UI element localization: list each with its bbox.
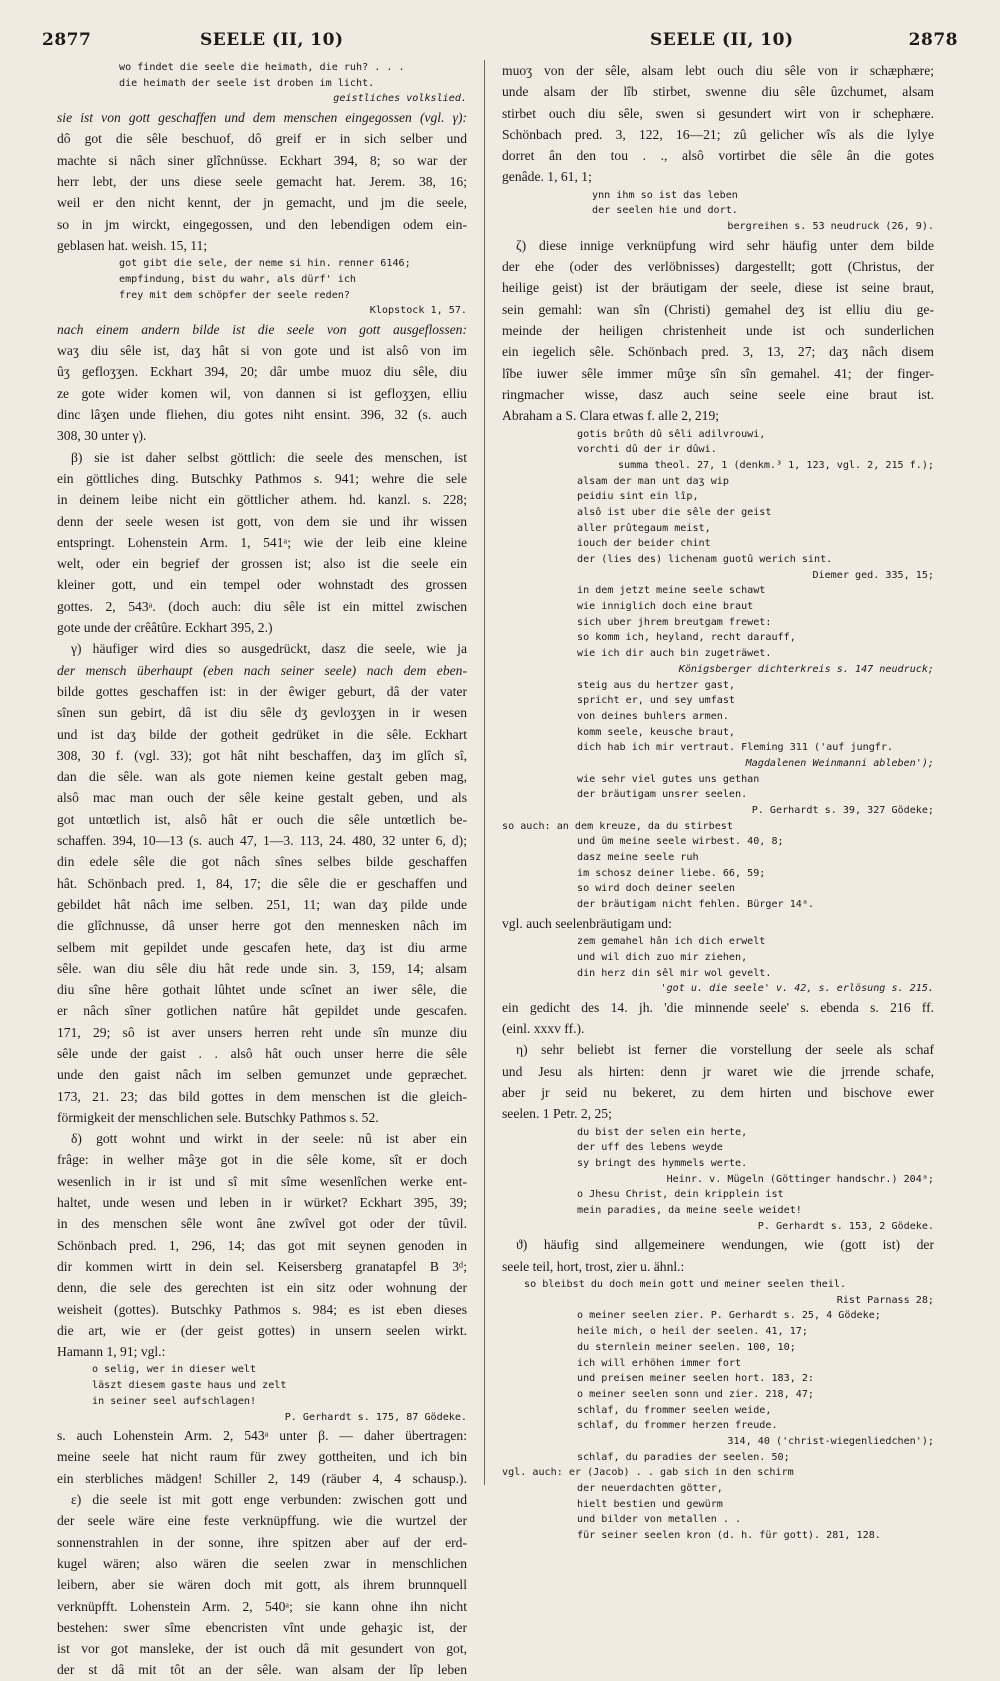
quotation-line: iouch der beider chint <box>577 538 711 550</box>
quotation-line: schlaf, du frommer herzen freude. <box>577 1420 778 1432</box>
text-line: dan die sêle. wan als gote niemen keine gestalt geben mag, <box>57 769 467 785</box>
quotation-line: alsam der man unt daʒ wip <box>577 475 729 487</box>
quotation-line: o meiner seelen sonn und zier. 218, 47; <box>577 1388 815 1400</box>
text-line: ist vor got mansleke, der ist ouch dâ mit gesundert von got, <box>57 1641 467 1657</box>
text-line: seele teil, hort, trost, zier u. ähnl.: <box>502 1258 685 1274</box>
quotation-line: P. Gerhardt s. 175, 87 Gödeke. <box>284 1411 467 1423</box>
quotation-line: der (lies des) lichenam guotû werich sint. <box>577 554 833 566</box>
quotation-line: 'got u. die seele' v. 42, s. erlösung s. 215. <box>660 983 934 995</box>
quotation-line: mein paradies, da meine seele weidet! <box>577 1205 802 1217</box>
quotation-line: o meiner seelen zier. P. Gerhardt s. 25, 4 Gödeke; <box>577 1310 881 1322</box>
quotation-line: Königsberger dichterkreis s. 147 neudruck; <box>678 663 934 675</box>
quotation-line: so bleibst du doch mein gott und meiner seelen theil. <box>524 1279 847 1291</box>
text-line: δ) gott wohnt und wirkt in der seele: nû ist aber ein <box>71 1131 467 1147</box>
quotation-line: der neuerdachten götter, <box>577 1483 723 1494</box>
text-line: wesenlich in ir ist und sî mit sîme wesenlîchen werke ent- <box>57 1173 467 1189</box>
page-number-left: 2877 <box>42 30 92 50</box>
page-number-right: 2878 <box>908 30 958 50</box>
quotation-line: und bilder von metallen . . <box>577 1514 742 1526</box>
quotation-line: Rist Parnass 28; <box>836 1294 934 1306</box>
text-line: ε) die seele ist mit gott enge verbunden: zwischen gott und <box>71 1492 467 1508</box>
quotation-line: 314, 40 ('christ-wiegenliedchen'); <box>727 1435 934 1447</box>
text-line: frâge: in welher mâʒe got in die sêle kome, sît er doch <box>57 1152 467 1168</box>
text-line: dinc lâʒen unde fliehen, diu gotes niht ensint. 396, 32 (s. auch <box>57 407 467 423</box>
text-line: verknüpfft. Lohenstein Arm. 2, 540ᵃ; sie kann ohne ihn nicht <box>57 1598 467 1614</box>
text-line: genâde. 1, 61, 1; <box>502 169 592 185</box>
quotation-line: got gibt die sele, der neme si hin. renner 6146; <box>119 258 411 270</box>
quotation-line: läszt diesem gaste haus und zelt <box>92 1380 287 1392</box>
quotation-line: wo findet die seele die heimath, die ruh? . . . <box>119 62 405 73</box>
text-line: sînen sun gebirt, dâ ist diu sêle dʒ gevloʒʒen in ir wesen <box>57 705 467 721</box>
quotation-line: für seiner seelen kron (d. h. für gott). 281, 128. <box>577 1530 881 1542</box>
quotation-line: in seiner seel aufschlagen! <box>92 1395 257 1407</box>
quotation-line: und wil dich zuo mir ziehen, <box>577 951 748 963</box>
quotation-line: summa theol. 27, 1 (denkm.³ 1, 123, vgl. 2, 215 f.); <box>617 459 934 471</box>
quotation-line: P. Gerhardt s. 153, 2 Gödeke. <box>757 1220 934 1232</box>
quotation-line: im schosz deiner liebe. 66, 59; <box>577 867 766 879</box>
text-line: Schönbach pred. 3, 122, 16—21; zû gelicher wîs als die lylye <box>502 126 934 142</box>
quotation-line: schlaf, du paradies der seelen. 50; <box>577 1451 790 1463</box>
text-line: er nâch sîner gotlichen natûre hât gepildet unde gescafen. <box>57 1003 467 1019</box>
text-line: γ) häufiger wird dies so ausgedrückt, dasz die seele, wie ja <box>71 641 467 657</box>
text-line: kugel wären; also wären die seelen zwar in menschlichen <box>57 1555 467 1571</box>
text-line: herr lebt, der uns diese seele gemacht hat. Jerem. 38, 16; <box>57 173 467 189</box>
quotation-line: der bräutigam nicht fehlen. Bürger 14ᵃ. <box>577 899 815 911</box>
text-line: die art, wie er (der geist gottes) in unsern seelen wirkt. <box>57 1322 467 1338</box>
quotation-line: von deines buhlers armen. <box>577 710 729 722</box>
text-line: din edele sêle die got nâch sînes selbes bilde geschaffen <box>57 854 467 870</box>
text-line: β) sie ist daher selbst göttlich: die seele des menschen, ist <box>71 449 467 465</box>
text-line: der st dâ mit tôt an der sêle. wan alsam der lîp leben <box>57 1662 467 1678</box>
text-line: Abraham a S. Clara etwas f. alle 2, 219; <box>502 408 720 424</box>
text-line: der seele wäre eine feste verknüpffung. wie die wurtzel der <box>57 1513 467 1529</box>
text-line: in deinem leibe nicht ein göttlicher athem. hd. kanzl. s. 228; <box>57 492 467 508</box>
text-line: schaffen. 394, 10—13 (s. auch 47, 1—3. 113, 24. 480, 32 unter 6, d); <box>57 833 467 849</box>
text-line: selbem mit gepildet unde gescafen hete, daʒ ist diu arme <box>57 939 467 955</box>
quotation-line: der uff des lebens weyde <box>577 1142 723 1154</box>
text-line: entspringt. Lohenstein Arm. 1, 541ᵃ; wie der leib eine kleine <box>57 534 467 550</box>
text-line: ze gote wider komen wil, von dannen si ist gefloʒʒen, elliu <box>57 385 467 401</box>
quotation-line: der bräutigam unsrer seelen. <box>577 789 748 801</box>
text-line: Hamann 1, 91; vgl.: <box>57 1344 166 1360</box>
text-line: ein iegelich sêle. Schönbach pred. 3, 13, 27; daʒ nâch disem <box>502 344 934 360</box>
text-line: geblasen hat. weish. 15, 11; <box>57 237 208 253</box>
text-line: hât. Schönbach pred. 1, 84, 17; die sêle die er geschaffen und <box>57 875 467 891</box>
text-line: stirbet ouch diu sêle, swen si gesundert wirt von ir schephære. <box>502 105 934 121</box>
quotation-line: empfindung, bist du wahr, als dürf' ich <box>119 273 357 285</box>
text-line: gote unde der crêâtûre. Eckhart 395, 2.) <box>57 620 273 636</box>
quotation-line: heile mich, o heil der seelen. 41, 17; <box>577 1326 808 1338</box>
text-line: muoʒ von der sêle, alsam lebt ouch diu sêle von ir schæphære; <box>502 63 934 78</box>
text-line: gottes. 2, 543ᵃ. (doch auch: diu sêle ist ein mittel zwischen <box>57 598 467 614</box>
quotation-line: dasz meine seele ruh <box>577 852 699 864</box>
quotation-line: so wird doch deiner seelen <box>577 883 736 895</box>
text-line: ϑ) häufig sind allgemeinere wendungen, wie (gott ist) der <box>516 1237 934 1253</box>
text-line: 308, 30 unter γ). <box>57 428 147 444</box>
text-line: s. auch Lohenstein Arm. 2, 543ᵃ unter β. — daher übertragen: <box>57 1428 467 1444</box>
text-line: unde den gaist nâch im selben gemunzet unde gepræchet. <box>57 1067 467 1083</box>
quotation-line: zem gemahel hân ich dich erwelt <box>577 936 766 948</box>
text-line: ζ) diese innige verknüpfung wird sehr häufig unter dem bilde <box>516 237 934 253</box>
running-head-right: SEELE (II, 10) <box>650 30 794 50</box>
quotation-line: so komm ich, heyland, recht darauff, <box>577 632 796 644</box>
text-line: η) sehr beliebt ist ferner die vorstellung der seele als schaf <box>516 1042 934 1058</box>
quotation-line: ich will erhöhen immer fort <box>577 1357 742 1369</box>
quotation-line: geistliches volkslied. <box>333 93 467 105</box>
text-line: dô got die sêle beschuof, dô greif er in sich selber und <box>57 131 467 147</box>
quotation-line: steig aus du hertzer gast, <box>577 679 736 691</box>
quotation-line: du bist der selen ein herte, <box>577 1126 748 1138</box>
text-line: denn, die sele des gerechten ist ein sitz oder wohnung der <box>57 1280 467 1296</box>
text-line: und ist daʒ bilde der gotheit gedrüket in die sêle. Eckhart <box>57 726 467 742</box>
text-line: ûʒ geflоʒʒen. Eckhart 394, 20; dâr umbe muoz diu sêle, diu <box>57 364 467 380</box>
quotation-line: o selig, wer in dieser welt <box>92 1364 257 1376</box>
text-line: kleiner gott, und ein tempel oder wohnstadt des grossen <box>57 577 467 593</box>
text-line: ein göttliches ding. Butschky Pathmos s. 941; wehre die sele <box>57 470 467 486</box>
quotation-line: Klopstock 1, 57. <box>369 305 467 317</box>
text-line: meine seele hat nicht raum für zwey gottheiten, und ich bin <box>57 1449 467 1465</box>
quotation-line: die heimath der seele ist droben im licht. <box>119 77 375 89</box>
text-line: die glîchnusse, dâ unser herre got den mennesken nâch im <box>57 918 467 934</box>
quotation-line: und üm meine seele wirbest. 40, 8; <box>577 836 784 848</box>
quotation-line: peidiu sint ein lîp, <box>577 491 699 503</box>
text-line: nach einem andern bilde ist die seele von gott ausgeflossen: <box>57 321 467 337</box>
quotation-line: in dem jetzt meine seele schawt <box>577 585 766 597</box>
text-line: seelen. 1 Petr. 2, 25; <box>502 1106 612 1122</box>
quotation-line: wie sehr viel gutes uns gethan <box>577 773 760 785</box>
quotation-line: vorchti dû der ir dûwi. <box>577 444 717 456</box>
quotation-line: du sternlein meiner seelen. 100, 10; <box>577 1341 796 1353</box>
text-line: meinde der heiligen christenheit unde ist och sunderlichen <box>502 323 934 339</box>
quotation-line: frey mit dem schöpfer der seele reden? <box>119 289 350 301</box>
quotation-line: alsô ist uber die sêle der geist <box>577 506 772 518</box>
right-column <box>502 60 934 1542</box>
text-line: dorret ân den tou . ., alsô vortirbet die sêle ân die gotes <box>502 148 934 164</box>
text-line: Schönbach pred. 1, 296, 14; das got mit seynen genoden in <box>57 1237 467 1253</box>
quotation-line: din herz din sêl mir wol gevelt. <box>577 967 772 979</box>
text-line: sêle. wan diu sêle diu hât rede unde sin. 3, 159, 14; alsam <box>57 960 467 976</box>
quotation-line: aller prûtegaum meist, <box>577 522 711 534</box>
text-line: ringmacher wisse, dasz auch seine seele eine braut ist. <box>502 386 934 402</box>
text-line: lîbe iuwer sêle immer mûʒe sîn sîn gemahel. 41; der finger- <box>502 365 934 381</box>
text-line: unde alsam der lîb stirbet, swenne diu sêle ûzchumet, alsam <box>502 84 934 100</box>
text-line: sein gemahl: wan sîn (Christi) gemahel deʒ ist elliu diu ge- <box>502 301 934 317</box>
quotation-line: wie inniglich doch eine braut <box>577 601 754 613</box>
quotation-line: komm seele, keusche braut, <box>577 726 736 738</box>
left-column <box>57 60 467 1678</box>
text-line: leibern, aber sie wären doch mit gott, als ihrem brunnquell <box>57 1577 467 1593</box>
text-line: weisheit (gottes). Butschky Pathmos s. 984; es ist eben dieses <box>57 1301 467 1317</box>
text-line: machte si nâch siner glîchnüsse. Eckhart 394, 8; so war der <box>57 152 467 168</box>
text-line: dir kommen wirtt in dein sel. Keisersberg granatapfel B 3ᵈ; <box>57 1258 467 1274</box>
text-line: in des menschen sêle wont âne zwîvel got oder der tûvil. <box>57 1216 467 1232</box>
text-line: (einl. xxxv ff.). <box>502 1021 585 1037</box>
text-line: 173, 21. 23; das bild gottes in dem menschen ist die gleich- <box>57 1088 467 1104</box>
text-line: vgl. auch seelenbräutigam und: <box>502 915 672 931</box>
text-line: got untœtlich ist, alsô hât er ouch die sêle untœtlich be- <box>57 811 467 827</box>
text-line: haltet, unde wesen und leben in ir würket? Eckhart 395, 39; <box>57 1195 467 1211</box>
text-line: der ehe (oder des verlöbnisses) dargestellt; gott (Christus, der <box>502 259 934 275</box>
quotation-line: so auch: an dem kreuze, da du stirbest <box>502 820 733 832</box>
text-line: sêle unde der gaist . . alsô hât ouch unser herre die sêle <box>57 1045 467 1061</box>
quotation-line: der seelen hie und dort. <box>592 205 738 217</box>
quotation-line: vgl. auch: er (Jacob) . . gab sich in den schirm <box>502 1467 794 1479</box>
text-line: weil er den nicht kennt, der jn gemacht, und jm die seele, <box>57 195 467 211</box>
quotation-line: wie ich dir auch bin zugeträwet. <box>577 648 772 660</box>
quotation-line: dich hab ich mir vertraut. Fleming 311 ('auf jungfr. <box>577 742 894 754</box>
quotation-line: sy bringt des hymmels werte. <box>577 1158 748 1170</box>
text-line: ein gedicht des 14. jh. 'die minnende seele' s. ebenda s. 216 ff. <box>502 999 934 1015</box>
text-line: diu sîne hêre gothait lûhtet unde scînet an iwer sêle, die <box>57 982 467 998</box>
text-line: aber jr seid nu bekeret, zu dem hirten und bischove ewer <box>502 1085 934 1101</box>
text-line: sie ist von gott geschaffen und dem menschen eingegossen (vgl. γ): <box>57 110 467 126</box>
text-line: sonnenstrahlen in der sonne, ihre spitzen aber auf der erd- <box>57 1534 467 1550</box>
text-line: waʒ diu sêle ist, daʒ hât si von gote und ist alsô von im <box>57 343 467 359</box>
quotation-line: ynn ihm so ist das leben <box>592 189 738 201</box>
quotation-line: Heinr. v. Mügeln (Göttinger handschr.) 204ᵃ; <box>666 1173 934 1185</box>
text-line: bilde gottes geschaffen ist: in der êwiger geburt, dâ der vater <box>57 683 467 699</box>
text-line: welt, oder ein begrief der grossen ist; also ist die seele ein <box>57 556 467 572</box>
text-line: heilige geist) ist der bräutigam der seele, diese ist seine braut, <box>502 280 934 296</box>
text-line: der mensch überhaupt (eben nach seiner seele) nach dem eben- <box>57 662 467 678</box>
column-divider <box>484 60 485 1485</box>
text-line: und Jesu als hirten: denn jr waret wie die jrrende schafe, <box>502 1063 934 1079</box>
text-line: ein sterbliches mädgen! Schiller 2, 149 (räuber 4, 4 schausp.). <box>57 1470 467 1486</box>
quotation-line: P. Gerhardt s. 39, 327 Gödeke; <box>751 805 934 817</box>
quotation-line: Magdalenen Weinmanni ableben'); <box>745 757 934 769</box>
quotation-line: spricht er, und sey umfast <box>577 695 736 707</box>
text-line: bestehen: swer sîme ebencristen vînt unde gehaʒic ist, der <box>57 1619 467 1635</box>
quotation-line: gotis brûth dû sêli adilvrouwi, <box>577 428 766 440</box>
text-line: alsô mac man ouch der sêle keine gestalt geben, und als <box>57 790 467 806</box>
text-line: 171, 29; sô ist aver unsers herren reht unde sîn munze diu <box>57 1024 467 1040</box>
quotation-line: o Jhesu Christ, dein kripplein ist <box>577 1189 784 1201</box>
quotation-line: schlaf, du frommer seelen weide, <box>577 1404 772 1416</box>
quotation-line: hielt bestien und gewürm <box>577 1498 723 1510</box>
quotation-line: und preisen meiner seelen hort. 183, 2: <box>577 1373 815 1385</box>
quotation-line: Diemer ged. 335, 15; <box>812 569 934 581</box>
text-line: denn der seele wesen ist gott, von dem sie und ihr wissen <box>57 513 467 529</box>
running-head-left: SEELE (II, 10) <box>200 30 344 50</box>
text-line: gebildet hât nâch ime selben. 251, 11; wan daʒ pilde unde <box>57 896 467 912</box>
text-line: so in jm wirckt, eingegossen, und den lebendigen odem ein- <box>57 216 467 232</box>
quotation-line: sich uber jhrem breutgam frewet: <box>577 616 772 628</box>
quotation-line: bergreihen s. 53 neudruck (26, 9). <box>727 221 934 233</box>
text-line: 308, 30 f. (vgl. 33); got hât niht beschaffen, daʒ im glîch sî, <box>57 747 467 763</box>
text-line: förmigkeit der menschlichen sele. Butschky Pathmos s. 52. <box>57 1109 379 1125</box>
